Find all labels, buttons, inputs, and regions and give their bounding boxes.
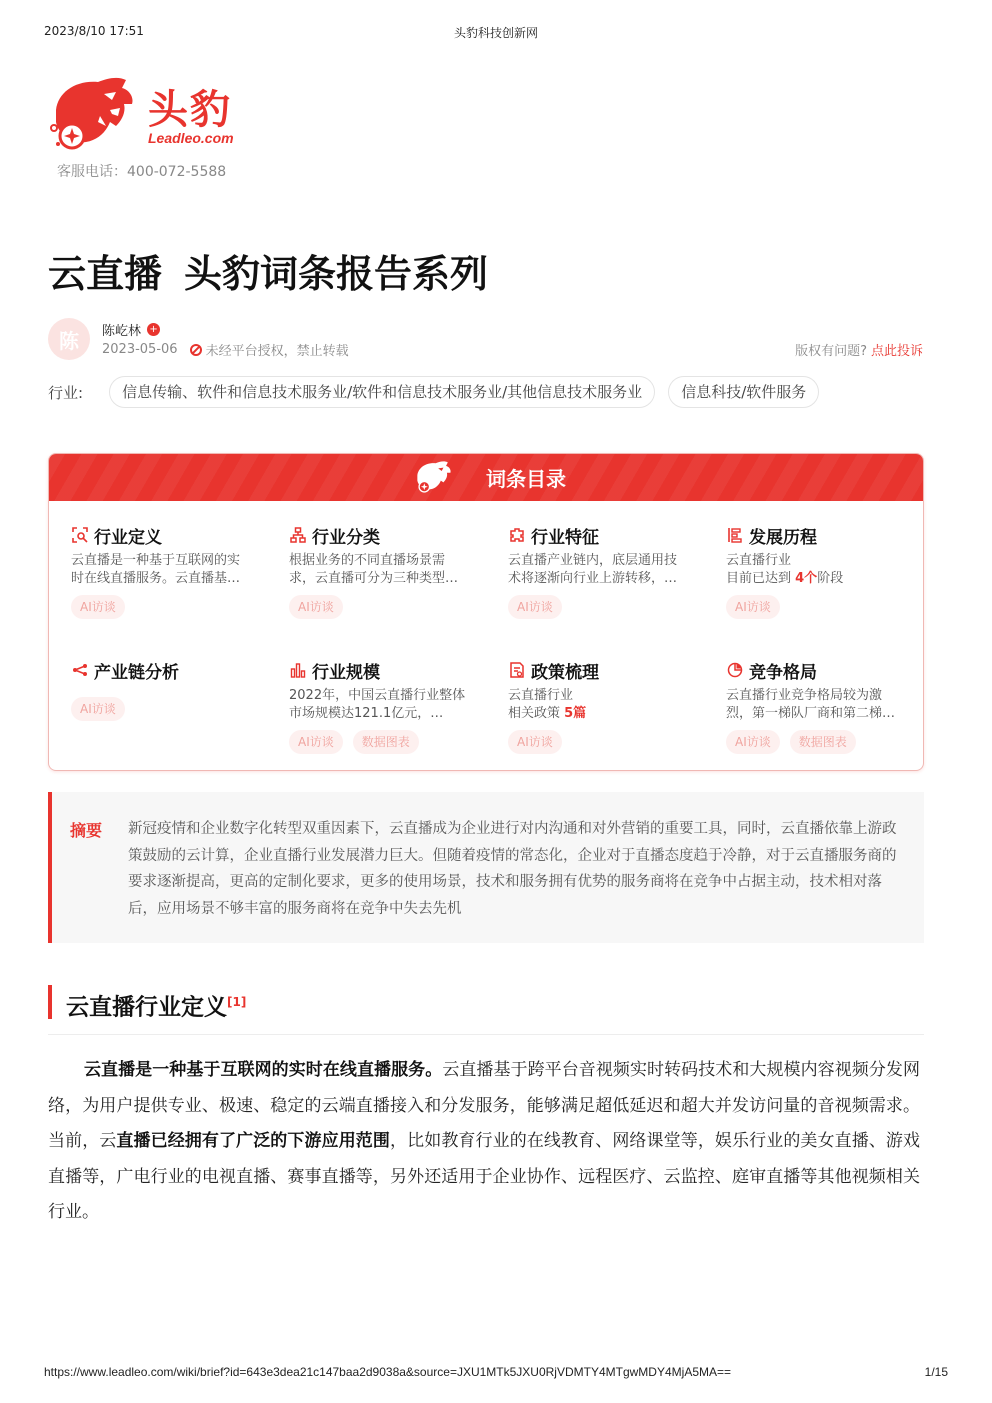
publish-meta — [102, 340, 349, 359]
page-number: 1/15 — [924, 1365, 948, 1379]
toc-item-title: 产业链分析 — [94, 662, 179, 683]
print-footer — [44, 1365, 948, 1381]
ai-interview-chip[interactable]: AI访谈 — [71, 595, 125, 619]
toc-item-title: 行业规模 — [312, 662, 380, 683]
toc-item-policy[interactable] — [508, 659, 688, 754]
toc-item-desc: 2022年，中国云直播行业整体市场规模达121.1亿元，… — [289, 688, 466, 721]
data-chart-chip[interactable]: 数据图表 — [790, 730, 856, 754]
toc-desc-text: 相关政策 — [508, 706, 565, 721]
toc-item-title: 行业特征 — [531, 527, 599, 548]
toc-item-competition[interactable] — [726, 659, 906, 754]
industry-tag[interactable]: 信息科技/软件服务 — [668, 376, 819, 408]
pie-chart-icon — [726, 661, 744, 679]
search-doc-icon — [71, 526, 89, 544]
author-avatar[interactable]: 陈 — [48, 318, 90, 360]
no-entry-icon — [190, 344, 202, 356]
toc-item-scale[interactable] — [289, 659, 469, 754]
copyright-line — [795, 340, 923, 359]
toc-panel — [48, 453, 924, 771]
report-link[interactable]: 点此投诉 — [870, 344, 923, 359]
customer-hotline: 客服电话：400-072-5588 — [57, 164, 227, 180]
print-url: https://www.leadleo.com/wiki/brief?id=643e3dea21c147baa2d9038a&source=JXU1MTk5JXU0RjVDMTY4MTgwMDY4MjA5MA== — [44, 1365, 732, 1379]
hierarchy-icon — [289, 526, 307, 544]
toc-desc-text: 云直播行业 — [508, 688, 574, 703]
bar-chart-icon — [289, 661, 307, 679]
toc-item-title: 行业定义 — [94, 527, 162, 548]
publish-date: 2023-05-06 — [102, 342, 178, 357]
brand-name-en: Leadleo.com — [148, 130, 234, 146]
toc-item-desc: 云直播产业链内，底层通用技术将逐渐向行业上游转移，… — [508, 553, 678, 586]
toc-desc-highlight: 4个 — [795, 571, 818, 586]
brand-logo[interactable] — [46, 70, 246, 162]
toc-item-desc — [508, 687, 686, 723]
toc-desc-text: 阶段 — [817, 571, 844, 586]
abstract-box — [48, 792, 924, 943]
report-subtitle: 头豹词条报告系列 — [184, 252, 489, 296]
toc-item-desc — [726, 552, 904, 588]
paragraph-bold: 直播已经拥有了广泛的下游应用范围 — [116, 1131, 391, 1151]
toc-item-title: 政策梳理 — [531, 662, 599, 683]
author-name[interactable]: 陈屹林 — [102, 324, 142, 339]
policy-doc-icon — [508, 661, 526, 679]
data-chart-chip[interactable]: 数据图表 — [353, 730, 419, 754]
ai-interview-chip[interactable]: AI访谈 — [508, 730, 562, 754]
paragraph-text: 云直播基于跨平台音视频实时转码技术和大规模内容视频分发网络，为用户提供专业、极速、稳定的云端直播接入和分发服务，能够满足超低延迟和超大并发访问量的音视频需求。当前，云 — [48, 1060, 920, 1151]
abstract-label: 摘要 — [70, 821, 103, 840]
verified-badge-icon: + — [147, 323, 160, 336]
copyright-question: 版权有问题? — [795, 344, 867, 359]
ai-interview-chip[interactable]: AI访谈 — [71, 697, 125, 721]
author-line — [102, 320, 160, 339]
toc-item-title: 行业分类 — [312, 527, 380, 548]
toc-title: 词条目录 — [486, 467, 566, 491]
puzzle-icon — [508, 526, 526, 544]
ai-interview-chip[interactable]: AI访谈 — [289, 730, 343, 754]
toc-desc-text: 目前已达到 — [726, 571, 796, 586]
abstract-text: 新冠疫情和企业数字化转型双重因素下，云直播成为企业进行对内沟通和对外营销的重要工具，同时，云直播依靠上游政策鼓励的云计算，企业直播行业发展潜力巨大。但随着疫情的常态化，企业对于直播态度趋于冷静，对于云直播服务商的要求逐渐提高，更高的定制化要求，更多的使用场景，技术和服务拥有优势的服务商将在竞争中占据主动，技术相对落后，应用场景不够丰富的服务商将在竞争中失去先机 — [128, 821, 897, 917]
definition-paragraph — [48, 1053, 920, 1231]
report-title: 云直播 — [48, 252, 163, 296]
print-timestamp: 2023/8/10 17:51 — [44, 24, 144, 38]
industry-row — [48, 376, 832, 408]
ai-interview-chip[interactable]: AI访谈 — [508, 595, 562, 619]
toc-desc-highlight: 5篇 — [564, 706, 587, 721]
toc-item-history[interactable] — [726, 524, 906, 619]
section-title — [48, 985, 246, 1019]
toc-item-desc: 云直播行业竞争格局较为激烈，第一梯队厂商和第二梯… — [726, 688, 896, 721]
page-title — [48, 243, 488, 298]
ai-interview-chip[interactable]: AI访谈 — [726, 595, 780, 619]
toc-item-features[interactable] — [508, 524, 688, 619]
footnote-ref[interactable]: [1] — [227, 995, 247, 1009]
industry-label: 行业: — [48, 383, 84, 402]
leopard-logo-icon — [46, 70, 138, 162]
toc-item-title: 发展历程 — [749, 527, 817, 548]
toc-item-desc: 根据业务的不同直播场景需求，云直播可分为三种类型… — [289, 553, 459, 586]
section-divider — [48, 1034, 924, 1035]
toc-desc-text: 云直播行业 — [726, 553, 792, 568]
ai-interview-chip[interactable]: AI访谈 — [289, 595, 343, 619]
paragraph-text: ，比如教育行业的在线教育、网络课堂等，娱乐行业的美女直播、游戏直播等，广电行业的电视直播、赛事直播等，另外还适用于企业协作、远程医疗、云监控、庭审直播等其他视频相关行业。 — [48, 1131, 921, 1222]
toc-header — [49, 454, 923, 501]
repost-notice — [190, 340, 349, 359]
paragraph-bold: 云直播是一种基于互联网的实时在线直播服务。 — [84, 1060, 443, 1080]
toc-item-desc: 云直播是一种基于互联网的实时在线直播服务。云直播基… — [71, 553, 241, 586]
section-title-text: 云直播行业定义 — [66, 994, 227, 1021]
toc-item-title: 竞争格局 — [749, 662, 817, 683]
toc-item-classification[interactable] — [289, 524, 469, 619]
toc-item-chain[interactable] — [71, 659, 251, 721]
timeline-icon — [726, 526, 744, 544]
repost-notice-text: 未经平台授权，禁止转载 — [205, 344, 349, 359]
chain-icon — [71, 661, 89, 679]
ai-interview-chip[interactable]: AI访谈 — [726, 730, 780, 754]
brand-name-cn: 头豹 — [148, 87, 232, 133]
industry-tag[interactable]: 信息传输、软件和信息技术服务业/软件和信息技术服务业/其他信息技术服务业 — [109, 376, 655, 408]
print-header — [44, 24, 948, 40]
print-site-title: 头豹科技创新网 — [453, 26, 538, 40]
toc-item-definition[interactable] — [71, 524, 251, 619]
